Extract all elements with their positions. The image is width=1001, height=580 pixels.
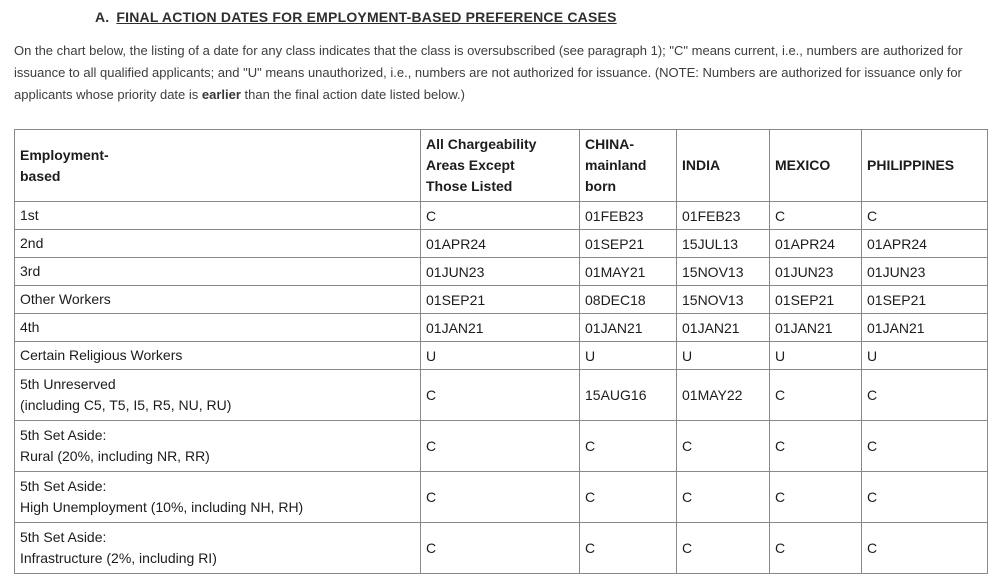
table-row-certain-religious-workers: [15, 342, 988, 370]
label-line: Infrastructure (2%, including RI): [20, 550, 217, 566]
cell-india: 15JUL13: [677, 230, 770, 258]
cell-philippines: 01APR24: [862, 230, 988, 258]
table-row-eb3: [15, 258, 988, 286]
final-action-dates-table: [14, 129, 988, 574]
cell-india: U: [677, 342, 770, 370]
cell-mexico: C: [770, 472, 862, 523]
row-label: [15, 258, 421, 286]
cell-india: C: [677, 472, 770, 523]
cell-all-areas: C: [421, 370, 580, 421]
row-label: [15, 202, 421, 230]
header-line: Areas Except: [426, 157, 515, 173]
cell-india: C: [677, 421, 770, 472]
label-line: 4th: [20, 319, 40, 335]
cell-mexico: C: [770, 421, 862, 472]
label-line: (including C5, T5, I5, R5, NU, RU): [20, 397, 232, 413]
cell-philippines: C: [862, 421, 988, 472]
cell-mexico: 01SEP21: [770, 286, 862, 314]
header-line: MEXICO: [775, 157, 831, 173]
row-label: [15, 314, 421, 342]
cell-china: 15AUG16: [580, 370, 677, 421]
cell-india: 15NOV13: [677, 258, 770, 286]
col-header-philippines: [862, 130, 988, 202]
cell-all-areas: 01JUN23: [421, 258, 580, 286]
label-line: 5th Set Aside:: [20, 478, 107, 494]
label-line: Rural (20%, including NR, RR): [20, 448, 210, 464]
cell-philippines: C: [862, 202, 988, 230]
label-line: High Unemployment (10%, including NH, RH): [20, 499, 304, 515]
cell-china: U: [580, 342, 677, 370]
label-line: 5th Unreserved: [20, 376, 116, 392]
table-row-eb4: [15, 314, 988, 342]
row-label: [15, 472, 421, 523]
intro-bold-word: earlier: [201, 87, 241, 102]
table-row-eb5-infrastructure: [15, 523, 988, 574]
intro-text-after: than the final action date listed below.): [240, 87, 465, 102]
section-heading-prefix: A.: [95, 9, 110, 25]
cell-china: C: [580, 523, 677, 574]
header-line: based: [20, 167, 61, 184]
header-line: mainland: [585, 157, 647, 173]
section-heading-title: FINAL ACTION DATES FOR EMPLOYMENT-BASED PREFERENCE CASES: [116, 9, 617, 25]
row-label: [15, 342, 421, 370]
cell-india: 15NOV13: [677, 286, 770, 314]
row-label: [15, 230, 421, 258]
col-header-all-chargeability: [421, 130, 580, 202]
cell-mexico: C: [770, 202, 862, 230]
cell-all-areas: U: [421, 342, 580, 370]
cell-all-areas: C: [421, 472, 580, 523]
cell-philippines: 01JUN23: [862, 258, 988, 286]
header-line: Those Listed: [426, 178, 513, 194]
header-line: CHINA-: [585, 136, 634, 152]
cell-philippines: U: [862, 342, 988, 370]
col-header-employment-based: [15, 130, 421, 202]
table-row-other-workers: [15, 286, 988, 314]
row-label: [15, 370, 421, 421]
header-line: Employment-: [20, 146, 109, 163]
table-header-row: [15, 130, 988, 202]
cell-india: 01MAY22: [677, 370, 770, 421]
cell-all-areas: C: [421, 523, 580, 574]
cell-china: C: [580, 472, 677, 523]
label-line: 5th Set Aside:: [20, 529, 107, 545]
table-row-eb5-high-unemployment: [15, 472, 988, 523]
cell-india: C: [677, 523, 770, 574]
table-row-eb5-unreserved: [15, 370, 988, 421]
cell-mexico: C: [770, 523, 862, 574]
label-line: 2nd: [20, 235, 44, 251]
label-line: Other Workers: [20, 291, 111, 307]
row-label: [15, 523, 421, 574]
cell-philippines: 01SEP21: [862, 286, 988, 314]
cell-all-areas: 01JAN21: [421, 314, 580, 342]
row-label: [15, 421, 421, 472]
table-row-eb1: [15, 202, 988, 230]
cell-mexico: 01APR24: [770, 230, 862, 258]
cell-philippines: 01JAN21: [862, 314, 988, 342]
label-line: 1st: [20, 207, 39, 223]
table-row-eb5-rural: [15, 421, 988, 472]
cell-all-areas: C: [421, 421, 580, 472]
col-header-india: [677, 130, 770, 202]
cell-philippines: C: [862, 523, 988, 574]
cell-mexico: U: [770, 342, 862, 370]
col-header-china: [580, 130, 677, 202]
label-line: Certain Religious Workers: [20, 347, 183, 363]
cell-philippines: C: [862, 472, 988, 523]
table-row-eb2: [15, 230, 988, 258]
cell-all-areas: 01APR24: [421, 230, 580, 258]
cell-mexico: 01JUN23: [770, 258, 862, 286]
cell-mexico: C: [770, 370, 862, 421]
intro-text-before: On the chart below, the listing of a date for any class indicates that the class is oversubscribed (see paragraph 1); "C" means current, i.e., numbers are authorized for issuance to all qualified applicants; and "U" means unauthorized, i.e., numbers are not authorized for issuance. (NOTE: Numbers are authorized for issuance only for applicants whose priority date is: [14, 43, 963, 102]
cell-philippines: C: [862, 370, 988, 421]
cell-india: 01JAN21: [677, 314, 770, 342]
header-line: PHILIPPINES: [867, 157, 955, 173]
cell-mexico: 01JAN21: [770, 314, 862, 342]
cell-china: 01MAY21: [580, 258, 677, 286]
section-heading: [95, 9, 987, 25]
header-line: INDIA: [682, 157, 721, 173]
label-line: 3rd: [20, 263, 41, 279]
cell-china: 08DEC18: [580, 286, 677, 314]
header-line: born: [585, 178, 617, 194]
cell-all-areas: C: [421, 202, 580, 230]
header-line: All Chargeability: [426, 136, 537, 152]
label-line: 5th Set Aside:: [20, 427, 107, 443]
intro-paragraph: [14, 40, 977, 106]
cell-china: 01FEB23: [580, 202, 677, 230]
row-label: [15, 286, 421, 314]
cell-all-areas: 01SEP21: [421, 286, 580, 314]
cell-china: 01SEP21: [580, 230, 677, 258]
col-header-mexico: [770, 130, 862, 202]
cell-india: 01FEB23: [677, 202, 770, 230]
cell-china: 01JAN21: [580, 314, 677, 342]
cell-china: C: [580, 421, 677, 472]
